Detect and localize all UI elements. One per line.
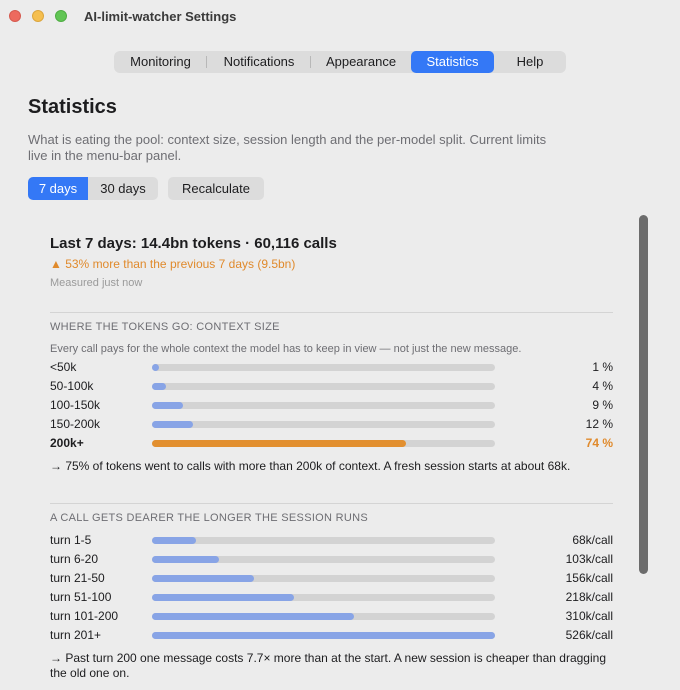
context-row-value: 74 %	[585, 436, 613, 450]
bar-track	[152, 421, 495, 428]
zoom-window-button[interactable]	[55, 10, 67, 22]
session-row	[50, 588, 613, 607]
session-row-value: 103k/call	[565, 552, 613, 566]
context-row-label: <50k	[50, 360, 77, 374]
session-row-label: turn 6-20	[50, 552, 99, 566]
session-row-label: turn 21-50	[50, 571, 105, 585]
context-row-highlight	[50, 434, 613, 453]
context-row-label: 150-200k	[50, 417, 101, 431]
recalculate-button[interactable]: Recalculate	[168, 177, 264, 200]
session-row-label: turn 51-100	[50, 590, 112, 604]
bar-track	[152, 556, 495, 563]
bar-track	[152, 613, 495, 620]
bar-fill	[152, 421, 193, 428]
close-window-button[interactable]	[9, 10, 21, 22]
session-row-value: 68k/call	[572, 533, 613, 547]
tab-appearance[interactable]: Appearance	[325, 54, 397, 69]
context-section-note: Every call pays for the whole context the model has to keep in view — not just the new message.	[50, 343, 522, 355]
bar-track	[152, 575, 495, 582]
context-row	[50, 358, 613, 377]
context-conclusion: → 75% of tokens went to calls with more than 200k of context. A fresh session starts at about 68k.	[50, 459, 571, 473]
bar-track	[152, 402, 495, 409]
context-section-heading: WHERE THE TOKENS GO: CONTEXT SIZE	[50, 321, 280, 333]
divider	[50, 503, 613, 504]
minimize-window-button[interactable]	[32, 10, 44, 22]
divider	[50, 312, 613, 313]
context-row	[50, 415, 613, 434]
context-row-label: 100-150k	[50, 398, 101, 412]
bar-fill	[152, 556, 219, 563]
session-row-label: turn 1-5	[50, 533, 92, 547]
bar-fill	[152, 613, 354, 620]
measured-timestamp: Measured just now	[50, 277, 143, 289]
session-section-heading: A CALL GETS DEARER THE LONGER THE SESSION RUNS	[50, 512, 369, 524]
bar-track	[152, 594, 495, 601]
bar-fill	[152, 632, 495, 639]
bar-fill	[152, 402, 183, 409]
session-conclusion: → Past turn 200 one message costs 7.7× more than at the start. A new session is cheaper than dragging the old one on.	[50, 651, 606, 680]
session-row	[50, 550, 613, 569]
range-7-days-button[interactable]: 7 days	[28, 177, 88, 200]
session-row	[50, 607, 613, 626]
session-row-value: 526k/call	[565, 628, 613, 642]
summary-headline: Last 7 days: 14.4bn tokens · 60,116 calls	[50, 235, 337, 252]
session-row	[50, 569, 613, 588]
tab-help[interactable]: Help	[516, 54, 544, 69]
page-title: Statistics	[28, 96, 117, 118]
bar-track	[152, 537, 495, 544]
bar-fill	[152, 537, 196, 544]
context-row	[50, 377, 613, 396]
context-row-label: 50-100k	[50, 379, 94, 393]
session-row-label: turn 101-200	[50, 609, 119, 623]
range-30-days-button[interactable]: 30 days	[88, 177, 158, 200]
context-row-value: 9 %	[592, 398, 613, 412]
title-bar	[0, 0, 680, 34]
bar-fill	[152, 440, 406, 447]
context-row	[50, 396, 613, 415]
tab-monitoring[interactable]: Monitoring	[114, 51, 207, 73]
context-row-value: 4 %	[592, 379, 613, 393]
bar-track	[152, 440, 495, 447]
bar-fill	[152, 364, 159, 371]
range-segmented-control	[28, 177, 158, 200]
tab-statistics[interactable]: Statistics	[411, 51, 494, 73]
bar-fill	[152, 594, 294, 601]
bar-track	[152, 383, 495, 390]
bar-track	[152, 632, 495, 639]
window-title: AI-limit-watcher Settings	[84, 9, 237, 24]
session-row-value: 310k/call	[565, 609, 613, 623]
session-row	[50, 626, 613, 645]
context-row-value: 1 %	[592, 360, 613, 374]
bar-fill	[152, 383, 166, 390]
session-row	[50, 531, 613, 550]
bar-fill	[152, 575, 254, 582]
tab-bar	[114, 51, 566, 73]
session-row-value: 156k/call	[565, 571, 613, 585]
session-row-value: 218k/call	[565, 590, 613, 604]
change-indicator: ▲ 53% more than the previous 7 days (9.5bn)	[50, 257, 296, 271]
tab-notifications[interactable]: Notifications	[207, 51, 311, 73]
session-row-label: turn 201+	[50, 628, 102, 642]
context-row-label: 200k+	[50, 436, 84, 450]
page-description: What is eating the pool: context size, session length and the per-model split. Current limits live in the menu-bar panel.	[28, 132, 547, 163]
bar-track	[152, 364, 495, 371]
scrollbar-thumb[interactable]	[639, 215, 648, 574]
context-row-value: 12 %	[585, 417, 613, 431]
